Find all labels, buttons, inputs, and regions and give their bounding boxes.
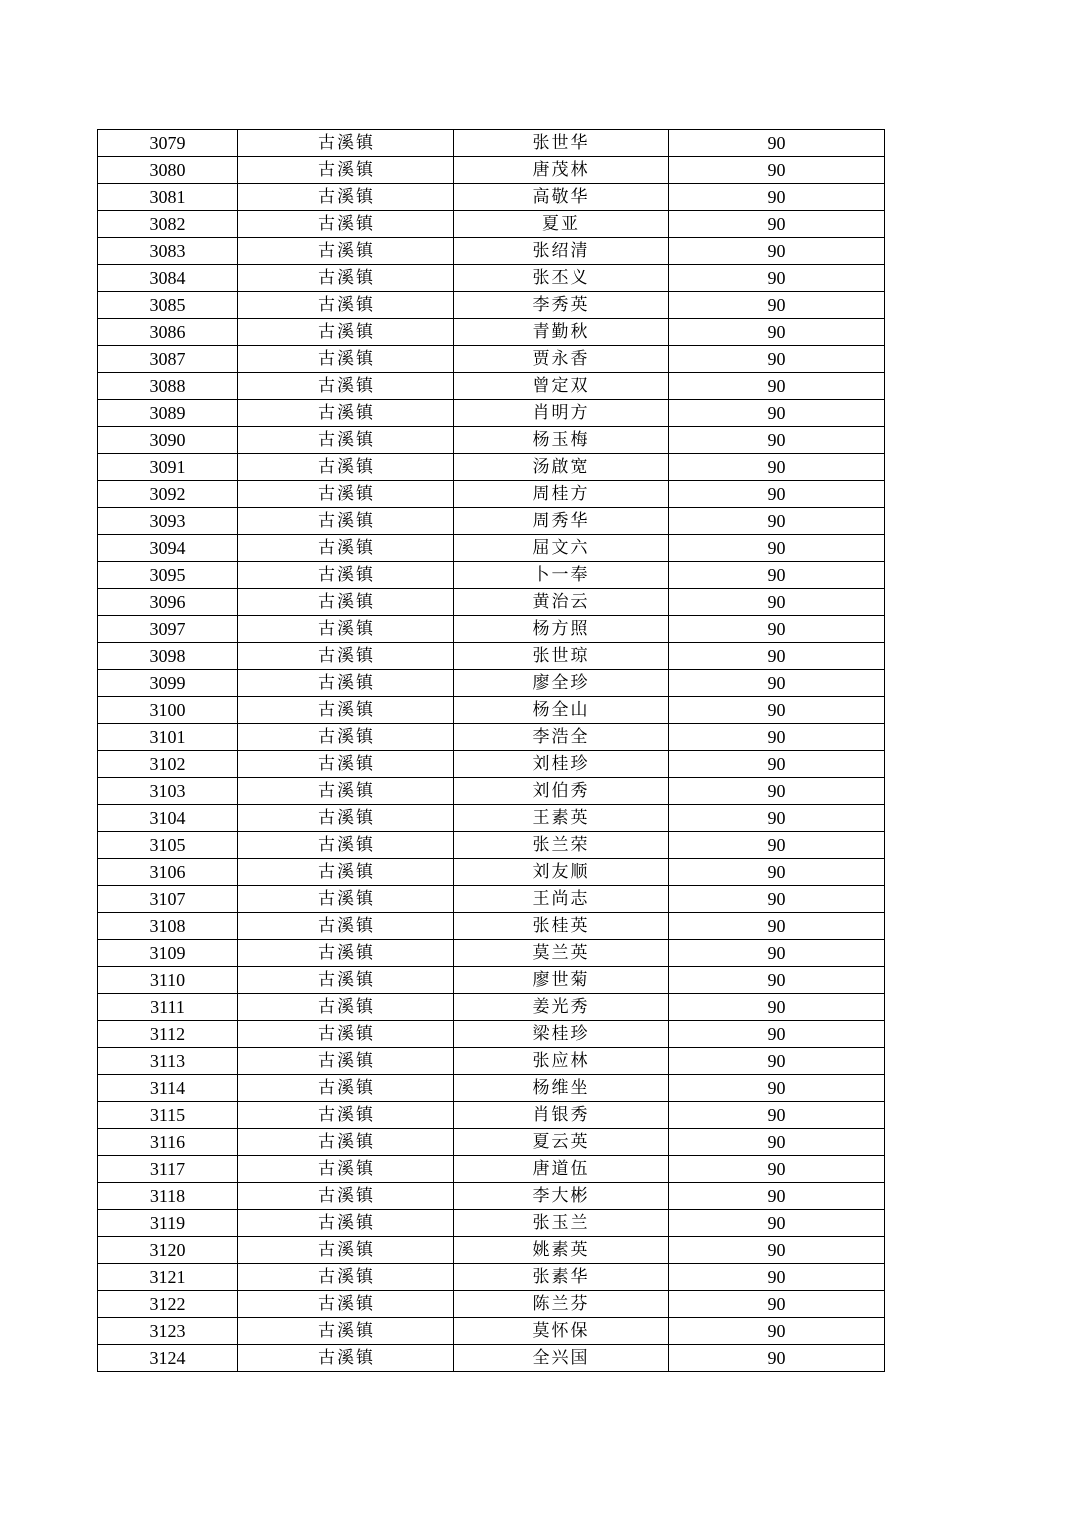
cell-town: 古溪镇 [238,940,454,967]
cell-person-name: 梁桂珍 [454,1021,669,1048]
cell-serial-number: 3115 [98,1102,238,1129]
cell-town: 古溪镇 [238,1210,454,1237]
cell-town: 古溪镇 [238,130,454,157]
cell-serial-number: 3104 [98,805,238,832]
cell-person-name: 张绍清 [454,238,669,265]
cell-town: 古溪镇 [238,670,454,697]
cell-serial-number: 3121 [98,1264,238,1291]
cell-person-name: 王尚志 [454,886,669,913]
cell-serial-number: 3093 [98,508,238,535]
table-row [98,886,885,913]
cell-serial-number: 3080 [98,157,238,184]
table-row [98,724,885,751]
cell-town: 古溪镇 [238,211,454,238]
cell-town: 古溪镇 [238,724,454,751]
cell-person-name: 廖全珍 [454,670,669,697]
cell-amount: 90 [669,130,885,157]
cell-amount: 90 [669,1291,885,1318]
table-row [98,157,885,184]
cell-serial-number: 3084 [98,265,238,292]
cell-person-name: 杨维坐 [454,1075,669,1102]
table-row [98,994,885,1021]
cell-amount: 90 [669,1075,885,1102]
cell-town: 古溪镇 [238,832,454,859]
table-row [98,427,885,454]
table-row [98,1075,885,1102]
cell-town: 古溪镇 [238,265,454,292]
cell-town: 古溪镇 [238,157,454,184]
cell-town: 古溪镇 [238,1318,454,1345]
cell-town: 古溪镇 [238,373,454,400]
table-row [98,1210,885,1237]
roster-table-body [98,130,885,1372]
cell-person-name: 姚素英 [454,1237,669,1264]
cell-person-name: 杨全山 [454,697,669,724]
table-row [98,1318,885,1345]
cell-amount: 90 [669,697,885,724]
cell-serial-number: 3099 [98,670,238,697]
cell-town: 古溪镇 [238,400,454,427]
table-row [98,805,885,832]
cell-amount: 90 [669,157,885,184]
table-row [98,1345,885,1372]
cell-amount: 90 [669,292,885,319]
cell-town: 古溪镇 [238,508,454,535]
table-row [98,1264,885,1291]
cell-person-name: 全兴国 [454,1345,669,1372]
cell-amount: 90 [669,886,885,913]
cell-town: 古溪镇 [238,1237,454,1264]
cell-serial-number: 3123 [98,1318,238,1345]
cell-person-name: 张兰荣 [454,832,669,859]
cell-serial-number: 3113 [98,1048,238,1075]
cell-town: 古溪镇 [238,859,454,886]
table-row [98,373,885,400]
table-row [98,1021,885,1048]
cell-town: 古溪镇 [238,562,454,589]
cell-town: 古溪镇 [238,697,454,724]
cell-serial-number: 3079 [98,130,238,157]
cell-amount: 90 [669,616,885,643]
cell-town: 古溪镇 [238,913,454,940]
cell-person-name: 廖世菊 [454,967,669,994]
cell-serial-number: 3088 [98,373,238,400]
cell-person-name: 周桂方 [454,481,669,508]
cell-amount: 90 [669,454,885,481]
cell-serial-number: 3091 [98,454,238,481]
cell-serial-number: 3108 [98,913,238,940]
cell-serial-number: 3117 [98,1156,238,1183]
cell-serial-number: 3086 [98,319,238,346]
cell-amount: 90 [669,1183,885,1210]
table-row [98,940,885,967]
cell-town: 古溪镇 [238,643,454,670]
cell-person-name: 夏云英 [454,1129,669,1156]
cell-amount: 90 [669,508,885,535]
cell-person-name: 肖银秀 [454,1102,669,1129]
cell-town: 古溪镇 [238,967,454,994]
cell-amount: 90 [669,319,885,346]
cell-amount: 90 [669,994,885,1021]
table-row [98,400,885,427]
cell-amount: 90 [669,778,885,805]
cell-serial-number: 3081 [98,184,238,211]
cell-town: 古溪镇 [238,184,454,211]
table-row [98,346,885,373]
table-row [98,535,885,562]
table-row [98,211,885,238]
cell-amount: 90 [669,562,885,589]
cell-amount: 90 [669,643,885,670]
table-row [98,1048,885,1075]
cell-person-name: 汤啟宽 [454,454,669,481]
cell-amount: 90 [669,1021,885,1048]
cell-amount: 90 [669,427,885,454]
table-row [98,508,885,535]
cell-amount: 90 [669,1102,885,1129]
cell-serial-number: 3110 [98,967,238,994]
cell-town: 古溪镇 [238,346,454,373]
table-row [98,319,885,346]
cell-serial-number: 3097 [98,616,238,643]
cell-person-name: 张丕义 [454,265,669,292]
table-row [98,1102,885,1129]
cell-serial-number: 3102 [98,751,238,778]
cell-town: 古溪镇 [238,535,454,562]
table-row [98,859,885,886]
cell-amount: 90 [669,265,885,292]
cell-amount: 90 [669,832,885,859]
cell-serial-number: 3114 [98,1075,238,1102]
cell-person-name: 王素英 [454,805,669,832]
cell-serial-number: 3101 [98,724,238,751]
cell-town: 古溪镇 [238,805,454,832]
cell-serial-number: 3106 [98,859,238,886]
cell-person-name: 张玉兰 [454,1210,669,1237]
cell-serial-number: 3096 [98,589,238,616]
cell-person-name: 张桂英 [454,913,669,940]
cell-serial-number: 3098 [98,643,238,670]
cell-serial-number: 3095 [98,562,238,589]
cell-person-name: 李大彬 [454,1183,669,1210]
cell-serial-number: 3100 [98,697,238,724]
table-row [98,778,885,805]
cell-amount: 90 [669,967,885,994]
cell-person-name: 张世华 [454,130,669,157]
cell-person-name: 屈文六 [454,535,669,562]
cell-serial-number: 3090 [98,427,238,454]
table-row [98,589,885,616]
cell-person-name: 夏亚 [454,211,669,238]
cell-town: 古溪镇 [238,292,454,319]
cell-town: 古溪镇 [238,1264,454,1291]
cell-person-name: 陈兰芬 [454,1291,669,1318]
cell-serial-number: 3087 [98,346,238,373]
cell-amount: 90 [669,1210,885,1237]
cell-serial-number: 3094 [98,535,238,562]
cell-town: 古溪镇 [238,319,454,346]
cell-serial-number: 3083 [98,238,238,265]
table-row [98,1237,885,1264]
cell-serial-number: 3122 [98,1291,238,1318]
cell-person-name: 高敬华 [454,184,669,211]
cell-serial-number: 3118 [98,1183,238,1210]
cell-amount: 90 [669,1264,885,1291]
cell-serial-number: 3116 [98,1129,238,1156]
cell-amount: 90 [669,940,885,967]
table-row [98,454,885,481]
cell-town: 古溪镇 [238,427,454,454]
cell-amount: 90 [669,751,885,778]
cell-town: 古溪镇 [238,1345,454,1372]
table-row [98,292,885,319]
cell-amount: 90 [669,1345,885,1372]
cell-amount: 90 [669,481,885,508]
cell-person-name: 莫兰英 [454,940,669,967]
cell-town: 古溪镇 [238,1291,454,1318]
cell-serial-number: 3089 [98,400,238,427]
cell-serial-number: 3105 [98,832,238,859]
cell-person-name: 李浩全 [454,724,669,751]
cell-amount: 90 [669,670,885,697]
cell-amount: 90 [669,211,885,238]
cell-town: 古溪镇 [238,886,454,913]
cell-person-name: 青勤秋 [454,319,669,346]
cell-amount: 90 [669,724,885,751]
cell-serial-number: 3111 [98,994,238,1021]
roster-table [97,129,885,1372]
cell-town: 古溪镇 [238,1021,454,1048]
cell-town: 古溪镇 [238,1156,454,1183]
cell-town: 古溪镇 [238,1129,454,1156]
cell-town: 古溪镇 [238,1102,454,1129]
cell-town: 古溪镇 [238,238,454,265]
cell-person-name: 黄治云 [454,589,669,616]
cell-person-name: 刘伯秀 [454,778,669,805]
cell-amount: 90 [669,805,885,832]
cell-amount: 90 [669,1048,885,1075]
cell-serial-number: 3112 [98,1021,238,1048]
cell-person-name: 张世琼 [454,643,669,670]
cell-person-name: 刘桂珍 [454,751,669,778]
cell-person-name: 李秀英 [454,292,669,319]
cell-town: 古溪镇 [238,1183,454,1210]
table-row [98,1291,885,1318]
table-row [98,697,885,724]
cell-town: 古溪镇 [238,481,454,508]
cell-person-name: 曾定双 [454,373,669,400]
cell-town: 古溪镇 [238,1075,454,1102]
cell-person-name: 杨方照 [454,616,669,643]
cell-serial-number: 3107 [98,886,238,913]
cell-town: 古溪镇 [238,454,454,481]
cell-person-name: 姜光秀 [454,994,669,1021]
cell-serial-number: 3120 [98,1237,238,1264]
cell-amount: 90 [669,1237,885,1264]
cell-amount: 90 [669,238,885,265]
cell-amount: 90 [669,184,885,211]
cell-person-name: 周秀华 [454,508,669,535]
cell-person-name: 唐道伍 [454,1156,669,1183]
cell-amount: 90 [669,400,885,427]
table-row [98,670,885,697]
cell-serial-number: 3103 [98,778,238,805]
cell-town: 古溪镇 [238,589,454,616]
cell-person-name: 莫怀保 [454,1318,669,1345]
table-row [98,616,885,643]
table-row [98,562,885,589]
table-row [98,643,885,670]
cell-amount: 90 [669,1156,885,1183]
cell-amount: 90 [669,535,885,562]
table-row [98,832,885,859]
table-row [98,238,885,265]
cell-serial-number: 3109 [98,940,238,967]
table-row [98,967,885,994]
cell-town: 古溪镇 [238,616,454,643]
table-row [98,130,885,157]
cell-amount: 90 [669,913,885,940]
cell-town: 古溪镇 [238,1048,454,1075]
cell-person-name: 张素华 [454,1264,669,1291]
cell-person-name: 唐茂林 [454,157,669,184]
cell-serial-number: 3119 [98,1210,238,1237]
table-row [98,751,885,778]
table-row [98,913,885,940]
cell-town: 古溪镇 [238,751,454,778]
cell-person-name: 张应林 [454,1048,669,1075]
table-row [98,265,885,292]
cell-amount: 90 [669,373,885,400]
cell-person-name: 卜一奉 [454,562,669,589]
cell-person-name: 刘友顺 [454,859,669,886]
table-row [98,184,885,211]
cell-town: 古溪镇 [238,994,454,1021]
cell-amount: 90 [669,859,885,886]
table-row [98,1129,885,1156]
table-row [98,1183,885,1210]
cell-serial-number: 3092 [98,481,238,508]
cell-person-name: 贾永香 [454,346,669,373]
cell-amount: 90 [669,589,885,616]
cell-person-name: 肖明方 [454,400,669,427]
cell-person-name: 杨玉梅 [454,427,669,454]
cell-serial-number: 3124 [98,1345,238,1372]
table-row [98,481,885,508]
cell-serial-number: 3085 [98,292,238,319]
cell-amount: 90 [669,1129,885,1156]
cell-amount: 90 [669,1318,885,1345]
table-row [98,1156,885,1183]
cell-amount: 90 [669,346,885,373]
cell-serial-number: 3082 [98,211,238,238]
cell-town: 古溪镇 [238,778,454,805]
